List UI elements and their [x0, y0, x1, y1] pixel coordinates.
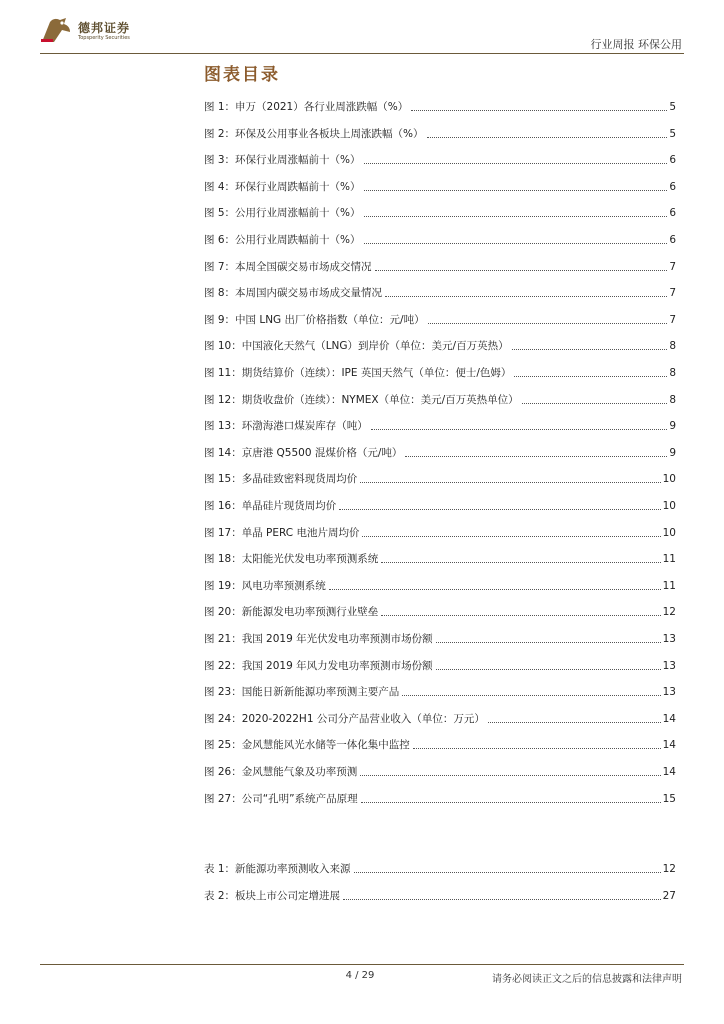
toc-entry[interactable]: [204, 204, 676, 220]
toc-entry-label: 表 1：新能源功率预测收入来源: [204, 863, 351, 875]
toc-leader-dots: [329, 589, 661, 590]
toc-entry-page: 14: [662, 739, 676, 752]
toc-leader-dots: [364, 190, 668, 191]
toc-entry-label: 图 24：2020-2022H1 公司分产品营业收入（单位：万元）: [204, 712, 485, 725]
toc-leader-dots: [381, 562, 660, 563]
toc-leader-dots: [362, 536, 660, 537]
toc-entry-page: 6: [669, 207, 676, 220]
toc-entry-label: 图 18：太阳能光伏发电功率预测系统: [204, 553, 379, 566]
toc-entry[interactable]: [204, 444, 676, 460]
toc-entry[interactable]: [204, 151, 676, 167]
toc-entry-label: 图 22：我国 2019 年风力发电功率预测市场份额: [204, 659, 433, 672]
toc-leader-dots: [436, 669, 661, 670]
toc-leader-dots: [364, 163, 668, 164]
toc-entry[interactable]: [204, 417, 676, 433]
toc-entry-page: 6: [669, 234, 676, 246]
toc-leader-dots: [364, 243, 668, 244]
toc-entry[interactable]: [204, 550, 676, 566]
toc-entry-page: 6: [669, 154, 676, 167]
toc-entry-page: 7: [669, 313, 676, 326]
logo-name-cn: 德邦证券: [78, 21, 131, 35]
toc-leader-dots: [436, 642, 661, 643]
footer-divider: [40, 964, 684, 965]
toc-entry-page: 7: [669, 287, 676, 300]
toc-entry[interactable]: [204, 524, 676, 540]
toc-entry-page: 27: [662, 889, 676, 902]
toc-entry-label: 图 17：单晶 PERC 电池片周均价: [204, 526, 360, 539]
toc-entry[interactable]: [204, 391, 676, 407]
toc-entry[interactable]: [204, 178, 676, 194]
toc-leader-dots: [402, 695, 660, 696]
toc-entry-label: 表 2：板块上市公司定增进展: [204, 889, 341, 902]
toc-entry-page: 13: [662, 686, 676, 699]
toc-entry-page: 10: [662, 473, 676, 486]
toc-entry[interactable]: [204, 683, 676, 699]
toc-entry[interactable]: [204, 284, 676, 300]
toc-entry-label: 图 14：京唐港 Q5500 混煤价格（元/吨）: [204, 446, 403, 459]
toc-entry-label: 图 11：期货结算价（连续）：IPE 英国天然气（单位：便士/色姆）: [204, 367, 512, 379]
toc-entry[interactable]: [204, 497, 676, 513]
toc-leader-dots: [427, 137, 668, 138]
toc-entry-label: 图 6：公用行业周跌幅前十（%）: [204, 234, 361, 246]
toc-entry-page: 13: [662, 633, 676, 645]
toc-entry-label: 图 25：金风慧能风光水储等一体化集中监控: [204, 739, 410, 752]
header-divider: [40, 53, 684, 54]
toc-entry-page: 7: [669, 260, 676, 273]
toc-leader-dots: [354, 872, 661, 873]
toc-entry[interactable]: [204, 231, 676, 247]
toc-leader-dots: [364, 216, 668, 217]
toc-leader-dots: [512, 349, 668, 350]
toc-entry[interactable]: [204, 710, 676, 726]
toc-entry-page: 5: [669, 101, 676, 113]
toc-entry-page: 8: [669, 340, 676, 353]
toc-entry-label: 图 20：新能源发电功率预测行业壁垒: [204, 606, 379, 619]
toc-leader-dots: [360, 775, 660, 776]
toc-entry-page: 8: [669, 393, 676, 406]
toc-entry-label: 图 16：单晶硅片现货周均价: [204, 500, 337, 512]
toc-leader-dots: [413, 748, 661, 749]
toc-entry-page: 5: [669, 127, 676, 140]
toc-entry[interactable]: [204, 763, 676, 779]
toc-entry-page: 12: [662, 863, 676, 875]
toc-entry-page: 10: [662, 526, 676, 539]
toc-entry-label: 图 13：环渤海港口煤炭库存（吨）: [204, 420, 368, 433]
footer-disclaimer: 请务必阅读正文之后的信息披露和法律声明: [492, 974, 682, 985]
toc-entry[interactable]: [204, 860, 676, 876]
toc-leader-dots: [411, 110, 667, 111]
toc-entry[interactable]: [204, 364, 676, 380]
toc-entry-label: 图 1：申万（2021）各行业周涨跌幅（%）: [204, 101, 409, 113]
toc-entry-label: 图 19：风电功率预测系统: [204, 579, 326, 592]
toc-entry-page: 11: [662, 553, 676, 566]
toc-leader-dots: [343, 899, 661, 900]
toc-entry-page: 14: [662, 766, 676, 778]
toc-entry[interactable]: [204, 98, 676, 114]
toc-entry[interactable]: [204, 470, 676, 486]
toc-leader-dots: [339, 509, 660, 510]
toc-entry[interactable]: [204, 887, 676, 903]
toc-entry[interactable]: [204, 630, 676, 646]
toc-entry-label: 图 7：本周全国碳交易市场成交情况: [204, 260, 372, 273]
toc-entry-label: 图 8：本周国内碳交易市场成交量情况: [204, 287, 383, 300]
toc-leader-dots: [360, 482, 660, 483]
toc-entry-page: 10: [662, 500, 676, 512]
toc-entry[interactable]: [204, 337, 676, 353]
toc-leader-dots: [428, 323, 668, 324]
toc-leader-dots: [522, 403, 668, 404]
toc-entry-label: 图 3：环保行业周涨幅前十（%）: [204, 154, 361, 167]
logo-name-en: Topsperity Securities: [78, 35, 130, 41]
toc-entry[interactable]: [204, 577, 676, 593]
toc-entry-label: 图 2：环保及公用事业各板块上周涨跌幅（%）: [204, 127, 424, 140]
toc-entry-page: 8: [669, 367, 676, 379]
toc-leader-dots: [488, 722, 661, 723]
toc-entry[interactable]: [204, 657, 676, 673]
toc-leader-dots: [361, 802, 661, 803]
page-number: 4 / 29: [345, 970, 375, 981]
toc-leader-dots: [381, 615, 660, 616]
toc-entry[interactable]: [204, 736, 676, 752]
toc-entry[interactable]: [204, 125, 676, 141]
section-title: 图表目录: [204, 65, 280, 85]
toc-entry-page: 13: [662, 659, 676, 672]
toc-entry-page: 11: [662, 579, 676, 592]
toc-entry-page: 6: [669, 180, 676, 193]
toc-entry-label: 图 21：我国 2019 年光伏发电功率预测市场份额: [204, 633, 433, 645]
toc-entry[interactable]: [204, 790, 676, 806]
toc-entry-label: 图 5：公用行业周涨幅前十（%）: [204, 207, 361, 220]
toc-entry-page: 9: [669, 446, 676, 459]
logo-mark-icon: [40, 16, 74, 44]
toc-entry[interactable]: [204, 603, 676, 619]
toc-entry-page: 12: [662, 606, 676, 619]
toc-entry[interactable]: [204, 311, 676, 327]
toc-entry-page: 14: [662, 712, 676, 725]
toc-leader-dots: [375, 270, 668, 271]
toc-entry-label: 图 27：公司“孔明”系统产品原理: [204, 792, 358, 805]
toc-leader-dots: [371, 429, 668, 430]
toc-entry-label: 图 15：多晶硅致密料现货周均价: [204, 473, 358, 486]
toc-entry-label: 图 12：期货收盘价（连续）：NYMEX（单位：美元/百万英热单位）: [204, 393, 519, 406]
toc-entry-page: 9: [669, 420, 676, 433]
toc-leader-dots: [405, 456, 667, 457]
toc-entry[interactable]: [204, 258, 676, 274]
toc-entry-label: 图 9：中国 LNG 出厂价格指数（单位：元/吨）: [204, 313, 425, 326]
toc-entry-label: 图 10：中国液化天然气（LNG）到岸价（单位：美元/百万英热）: [204, 340, 509, 353]
company-logo: [40, 16, 140, 46]
toc-entry-page: 15: [662, 792, 676, 805]
toc-entry-label: 图 23：国能日新新能源功率预测主要产品: [204, 686, 400, 699]
report-category: 行业周报 环保公用: [590, 38, 682, 51]
toc-entry-label: 图 26：金风慧能气象及功率预测: [204, 766, 358, 778]
toc-leader-dots: [385, 296, 667, 297]
toc-entry-label: 图 4：环保行业周跌幅前十（%）: [204, 180, 361, 193]
toc-leader-dots: [514, 376, 667, 377]
